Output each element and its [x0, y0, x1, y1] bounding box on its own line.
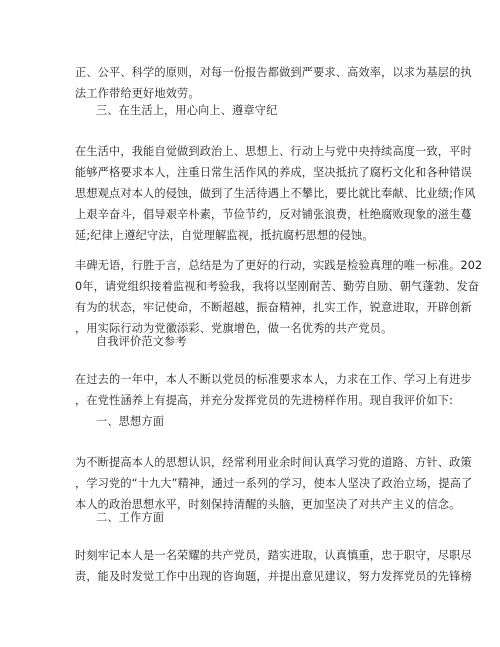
text-line: ，在党性涵养上有提高，并充分发挥党员的先进榜样作用。现自我评价如下:: [75, 394, 454, 407]
text-line: 为不断提高本人的思想认识，经常利用业余时间认真学习党的道路、方针、政策: [75, 456, 472, 469]
text-line: 在过去的一年中，本人不断以党员的标准要求本人，力求在工作、学习上有进步: [75, 373, 472, 386]
text-line: 正、公平、科学的原则，对每一份报告都做到严要求、高效率，以求为基层的执: [75, 66, 472, 79]
text-line: 能够严格要求本人，注重日常生活作风的养成，坚决抵抗了腐朽文化和各种错误: [75, 166, 472, 179]
section-heading-work: 二、工作方面: [96, 511, 165, 524]
text-line: 思想观点对本人的侵蚀，做到了生活待遇上不攀比，要比就比奉献、比业绩;作风: [75, 187, 476, 200]
paragraph-thought: [75, 452, 473, 515]
text-line: 0年，请党组织接着监视和考验我，我将以坚刚耐苦、勤劳自励、朝气蓬勃、发奋: [75, 280, 480, 293]
text-line: 在生活中，我能自觉做到政治上、思想上、行动上与党中央持续高度一致，平时: [75, 145, 472, 158]
text-line: 延;纪律上遵纪守法，自觉理解监视，抵抗腐朽思想的侵蚀。: [75, 229, 374, 242]
text-line: 有为的状态，牢记使命，不断超越，振奋精神，扎实工作，锐意进取，开辟创新: [75, 301, 472, 314]
text-line: ，学习党的“十九大”精神，通过一系列的学习，使本人坚决了政治立场，提高了: [75, 477, 473, 490]
paragraph-summary: [75, 255, 483, 339]
section-heading-reference: 自我评价范文参考: [96, 335, 187, 348]
paragraph-overview: [75, 369, 472, 411]
text-line: 上艰辛奋斗，倡导艰辛朴素，节俭节约，反对铺张浪费，杜绝腐败现象的滋生蔓: [75, 208, 472, 221]
paragraph-life: [75, 141, 476, 246]
text-line: 丰碑无语，行胜于言，总结是为了更好的行动，实践是检验真理的唯一标准。202: [75, 259, 483, 272]
section-heading-thought: 一、思想方面: [96, 415, 165, 428]
paragraph-intro-continuation: [75, 62, 472, 104]
text-line: ，用实际行动为党徽添彩、党旗增色，做一名优秀的共产党员。: [75, 322, 393, 335]
text-line: 责，能及时发觉工作中出现的咨询题，并提出意见建议，努力发挥党员的先锋榜: [75, 570, 472, 583]
text-line: 法工作带给更好地效劳。: [75, 87, 200, 100]
section-heading-life: 三、在生活上，用心向上、遵章守纪: [96, 104, 278, 117]
text-line: 本人的政治思想水平，时刻保持清醒的头脑，更加坚决了对共产主义的信念。: [75, 498, 461, 511]
paragraph-work: [75, 545, 472, 587]
text-line: 时刻牢记本人是一名荣耀的共产党员，踏实进取，认真慎重，忠于职守，尽职尽: [75, 549, 472, 562]
